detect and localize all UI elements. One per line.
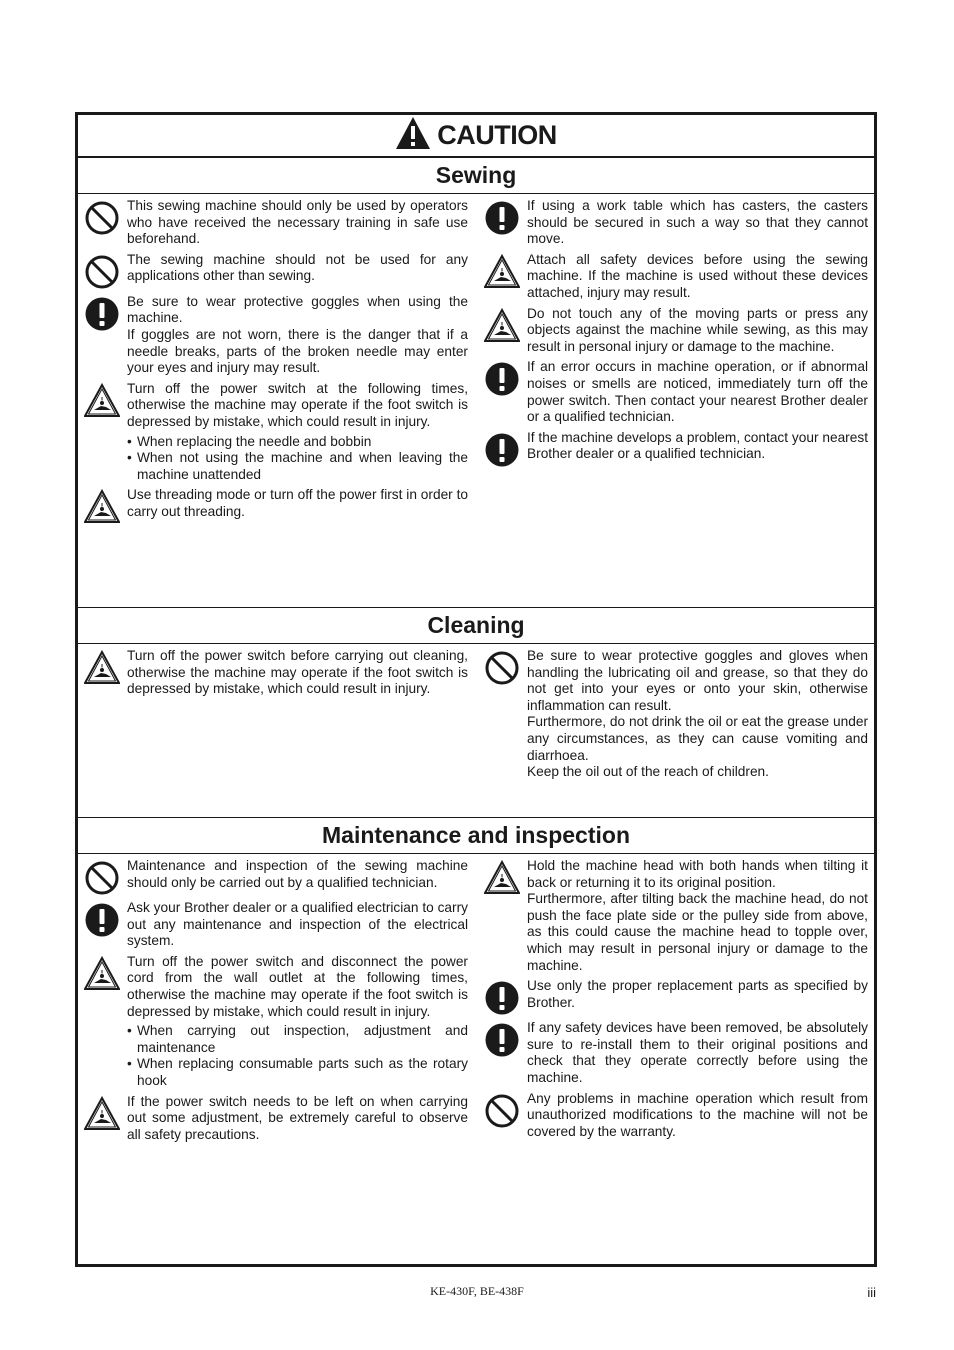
caution-paragraph: Furthermore, after tilting back the machine head, do not push the face plate side or the pulley side from above, as this could cause the machine head to topple over, which may result in personal injury or damage to the machine. (527, 891, 868, 973)
caution-text (527, 1020, 868, 1086)
caution-paragraph: Any problems in machine operation which result from unauthorized modifications to the machine will not be covered by the warranty. (527, 1090, 868, 1139)
bullet-text: When replacing consumable parts such as the rotary hook (137, 1056, 468, 1088)
column-left (84, 854, 476, 1143)
bullet-list (127, 1023, 468, 1089)
caution-paragraph: This sewing machine should only be used by operators who have received the necessary training in safe use beforehand. (127, 198, 468, 247)
caution-item (484, 252, 868, 302)
caution-text (527, 252, 868, 302)
caution-item (484, 1091, 868, 1141)
column-right (476, 194, 868, 525)
caution-text (127, 648, 468, 698)
caution-text (127, 381, 468, 484)
caution-paragraph: Attach all safety devices before using the sewing machine. If the machine is used without these devices attached, injury may result. (527, 251, 868, 300)
section-cleaning (78, 608, 874, 818)
bullet-list (127, 434, 468, 484)
section-body (78, 644, 874, 781)
caution-text (527, 198, 868, 248)
prohibition-icon (84, 860, 120, 896)
caution-item (84, 198, 468, 248)
caution-text (127, 252, 468, 290)
hand-hazard-icon (84, 1096, 120, 1132)
caution-text (527, 430, 868, 468)
section-title: Cleaning (78, 608, 874, 644)
caution-text (127, 198, 468, 248)
column-right (476, 854, 868, 1143)
caution-text (127, 487, 468, 525)
page-number: iii (867, 1285, 876, 1300)
bullet-item (127, 1056, 468, 1089)
hand-hazard-icon (484, 860, 520, 896)
caution-text (527, 978, 868, 1016)
bullet-item (127, 434, 468, 451)
caution-paragraph: Maintenance and inspection of the sewing machine should only be carried out by a qualified technician. (127, 858, 468, 890)
warning-triangle-icon (395, 116, 431, 155)
caution-item (84, 1094, 468, 1144)
caution-text (127, 1094, 468, 1144)
caution-paragraph: If using a work table which has casters, the casters should be secured in such a way so that they cannot move. (527, 198, 868, 247)
caution-text (527, 359, 868, 425)
caution-paragraph: If the power switch needs to be left on when carrying out some adjustment, be extremely careful to observe all safety precautions. (127, 1093, 468, 1142)
caution-item (84, 252, 468, 290)
prohibition-icon (484, 650, 520, 686)
caution-paragraph: Use threading mode or turn off the power first in order to carry out threading. (127, 487, 468, 519)
caution-paragraph: If goggles are not worn, there is the danger that if a needle breaks, parts of the broken needle may enter your eyes and injury may result. (127, 326, 468, 376)
caution-item (84, 954, 468, 1090)
mandatory-action-icon (484, 980, 520, 1016)
caution-paragraph: Do not touch any of the moving parts or press any objects against the machine while sewing, as this may result in personal injury or damage to the machine. (527, 305, 868, 354)
caution-paragraph: Keep the oil out of the reach of children. (527, 764, 769, 780)
column-left (84, 644, 476, 781)
bullet-dot: • (127, 450, 132, 466)
bullet-text: When replacing the needle and bobbin (137, 433, 372, 449)
footer-model: KE-430F, BE-438F (430, 1284, 524, 1298)
section-sewing (78, 158, 874, 608)
hand-hazard-icon (84, 489, 120, 525)
bullet-text: When not using the machine and when leaving the machine unattended (137, 450, 468, 482)
prohibition-icon (84, 200, 120, 236)
caution-item (84, 900, 468, 950)
caution-frame (75, 112, 877, 1267)
caution-paragraph: The sewing machine should not be used for any applications other than sewing. (127, 251, 468, 284)
caution-paragraph: Hold the machine head with both hands when tilting it back or returning it to its original position. (527, 858, 868, 890)
caution-item (84, 381, 468, 484)
caution-item (484, 306, 868, 356)
caution-paragraph: Furthermore, do not drink the oil or eat the grease under any circumstances, as they can cause vomiting and diarrhoea. (527, 714, 868, 763)
caution-item (484, 648, 868, 781)
caution-text (127, 954, 468, 1090)
bullet-dot: • (127, 1056, 132, 1072)
mandatory-action-icon (484, 361, 520, 397)
caution-paragraph: Turn off the power switch and disconnect the power cord from the wall outlet at the following times, otherwise the machine may operate if the foot switch is depressed by mistake, which could result in injury. (127, 953, 468, 1019)
caution-item (84, 648, 468, 698)
prohibition-icon (484, 1093, 520, 1129)
caution-paragraph: Use only the proper replacement parts as specified by Brother. (527, 978, 868, 1010)
caution-title: CAUTION (437, 120, 557, 150)
caution-paragraph: Be sure to wear protective goggles when using the machine. (127, 293, 468, 326)
caution-item (484, 198, 868, 248)
caution-item (84, 294, 468, 377)
caution-item (484, 359, 868, 425)
bullet-text: When carrying out inspection, adjustment and maintenance (137, 1023, 468, 1055)
caution-paragraph: If any safety devices have been removed, be absolutely sure to re-install them to their original positions and check that they operate correctly before using the machine. (527, 1020, 868, 1085)
section-body (78, 194, 874, 525)
caution-paragraph: Ask your Brother dealer or a qualified electrician to carry out any maintenance and inspection of the electrical system. (127, 900, 468, 949)
caution-text (127, 900, 468, 950)
caution-item (84, 858, 468, 896)
hand-hazard-icon (84, 956, 120, 992)
section-maintenance (78, 818, 874, 1143)
caution-paragraph: Turn off the power switch at the following times, otherwise the machine may operate if the foot switch is depressed by mistake, which could result in injury. (127, 380, 468, 429)
caution-item (484, 978, 868, 1016)
caution-paragraph: Turn off the power switch before carrying out cleaning, otherwise the machine may operate if the foot switch is depressed by mistake, which could result in injury. (127, 648, 468, 697)
mandatory-action-icon (484, 432, 520, 468)
section-body (78, 854, 874, 1143)
caution-text (527, 858, 868, 974)
caution-item (484, 430, 868, 468)
mandatory-action-icon (484, 1022, 520, 1058)
bullet-item (127, 1023, 468, 1056)
column-right (476, 644, 868, 781)
hand-hazard-icon (84, 650, 120, 686)
hand-hazard-icon (84, 383, 120, 419)
caution-text (527, 306, 868, 356)
caution-header (78, 115, 874, 158)
caution-paragraph: Be sure to wear protective goggles and gloves when handling the lubricating oil and grease, so that they do not get into your eyes or onto your skin, otherwise inflammation can result. (527, 648, 868, 713)
caution-item (84, 487, 468, 525)
caution-text (127, 294, 468, 377)
caution-text (527, 648, 868, 781)
hand-hazard-icon (484, 254, 520, 290)
caution-item (484, 858, 868, 974)
caution-text (127, 858, 468, 896)
mandatory-action-icon (84, 902, 120, 938)
mandatory-action-icon (84, 296, 120, 332)
caution-item (484, 1020, 868, 1086)
bullet-item (127, 450, 468, 483)
section-title: Sewing (78, 158, 874, 194)
caution-text (527, 1091, 868, 1141)
column-left (84, 194, 476, 525)
bullet-dot: • (127, 1023, 132, 1039)
prohibition-icon (84, 254, 120, 290)
caution-paragraph: If an error occurs in machine operation, or if abnormal noises or smells are noticed, immediately turn off the power switch. Then contact your nearest Brother dealer or a qualified technician. (527, 359, 868, 425)
hand-hazard-icon (484, 308, 520, 344)
section-title: Maintenance and inspection (78, 818, 874, 854)
mandatory-action-icon (484, 200, 520, 236)
bullet-dot: • (127, 433, 132, 449)
caution-paragraph: If the machine develops a problem, contact your nearest Brother dealer or a qualified technician. (527, 429, 868, 462)
